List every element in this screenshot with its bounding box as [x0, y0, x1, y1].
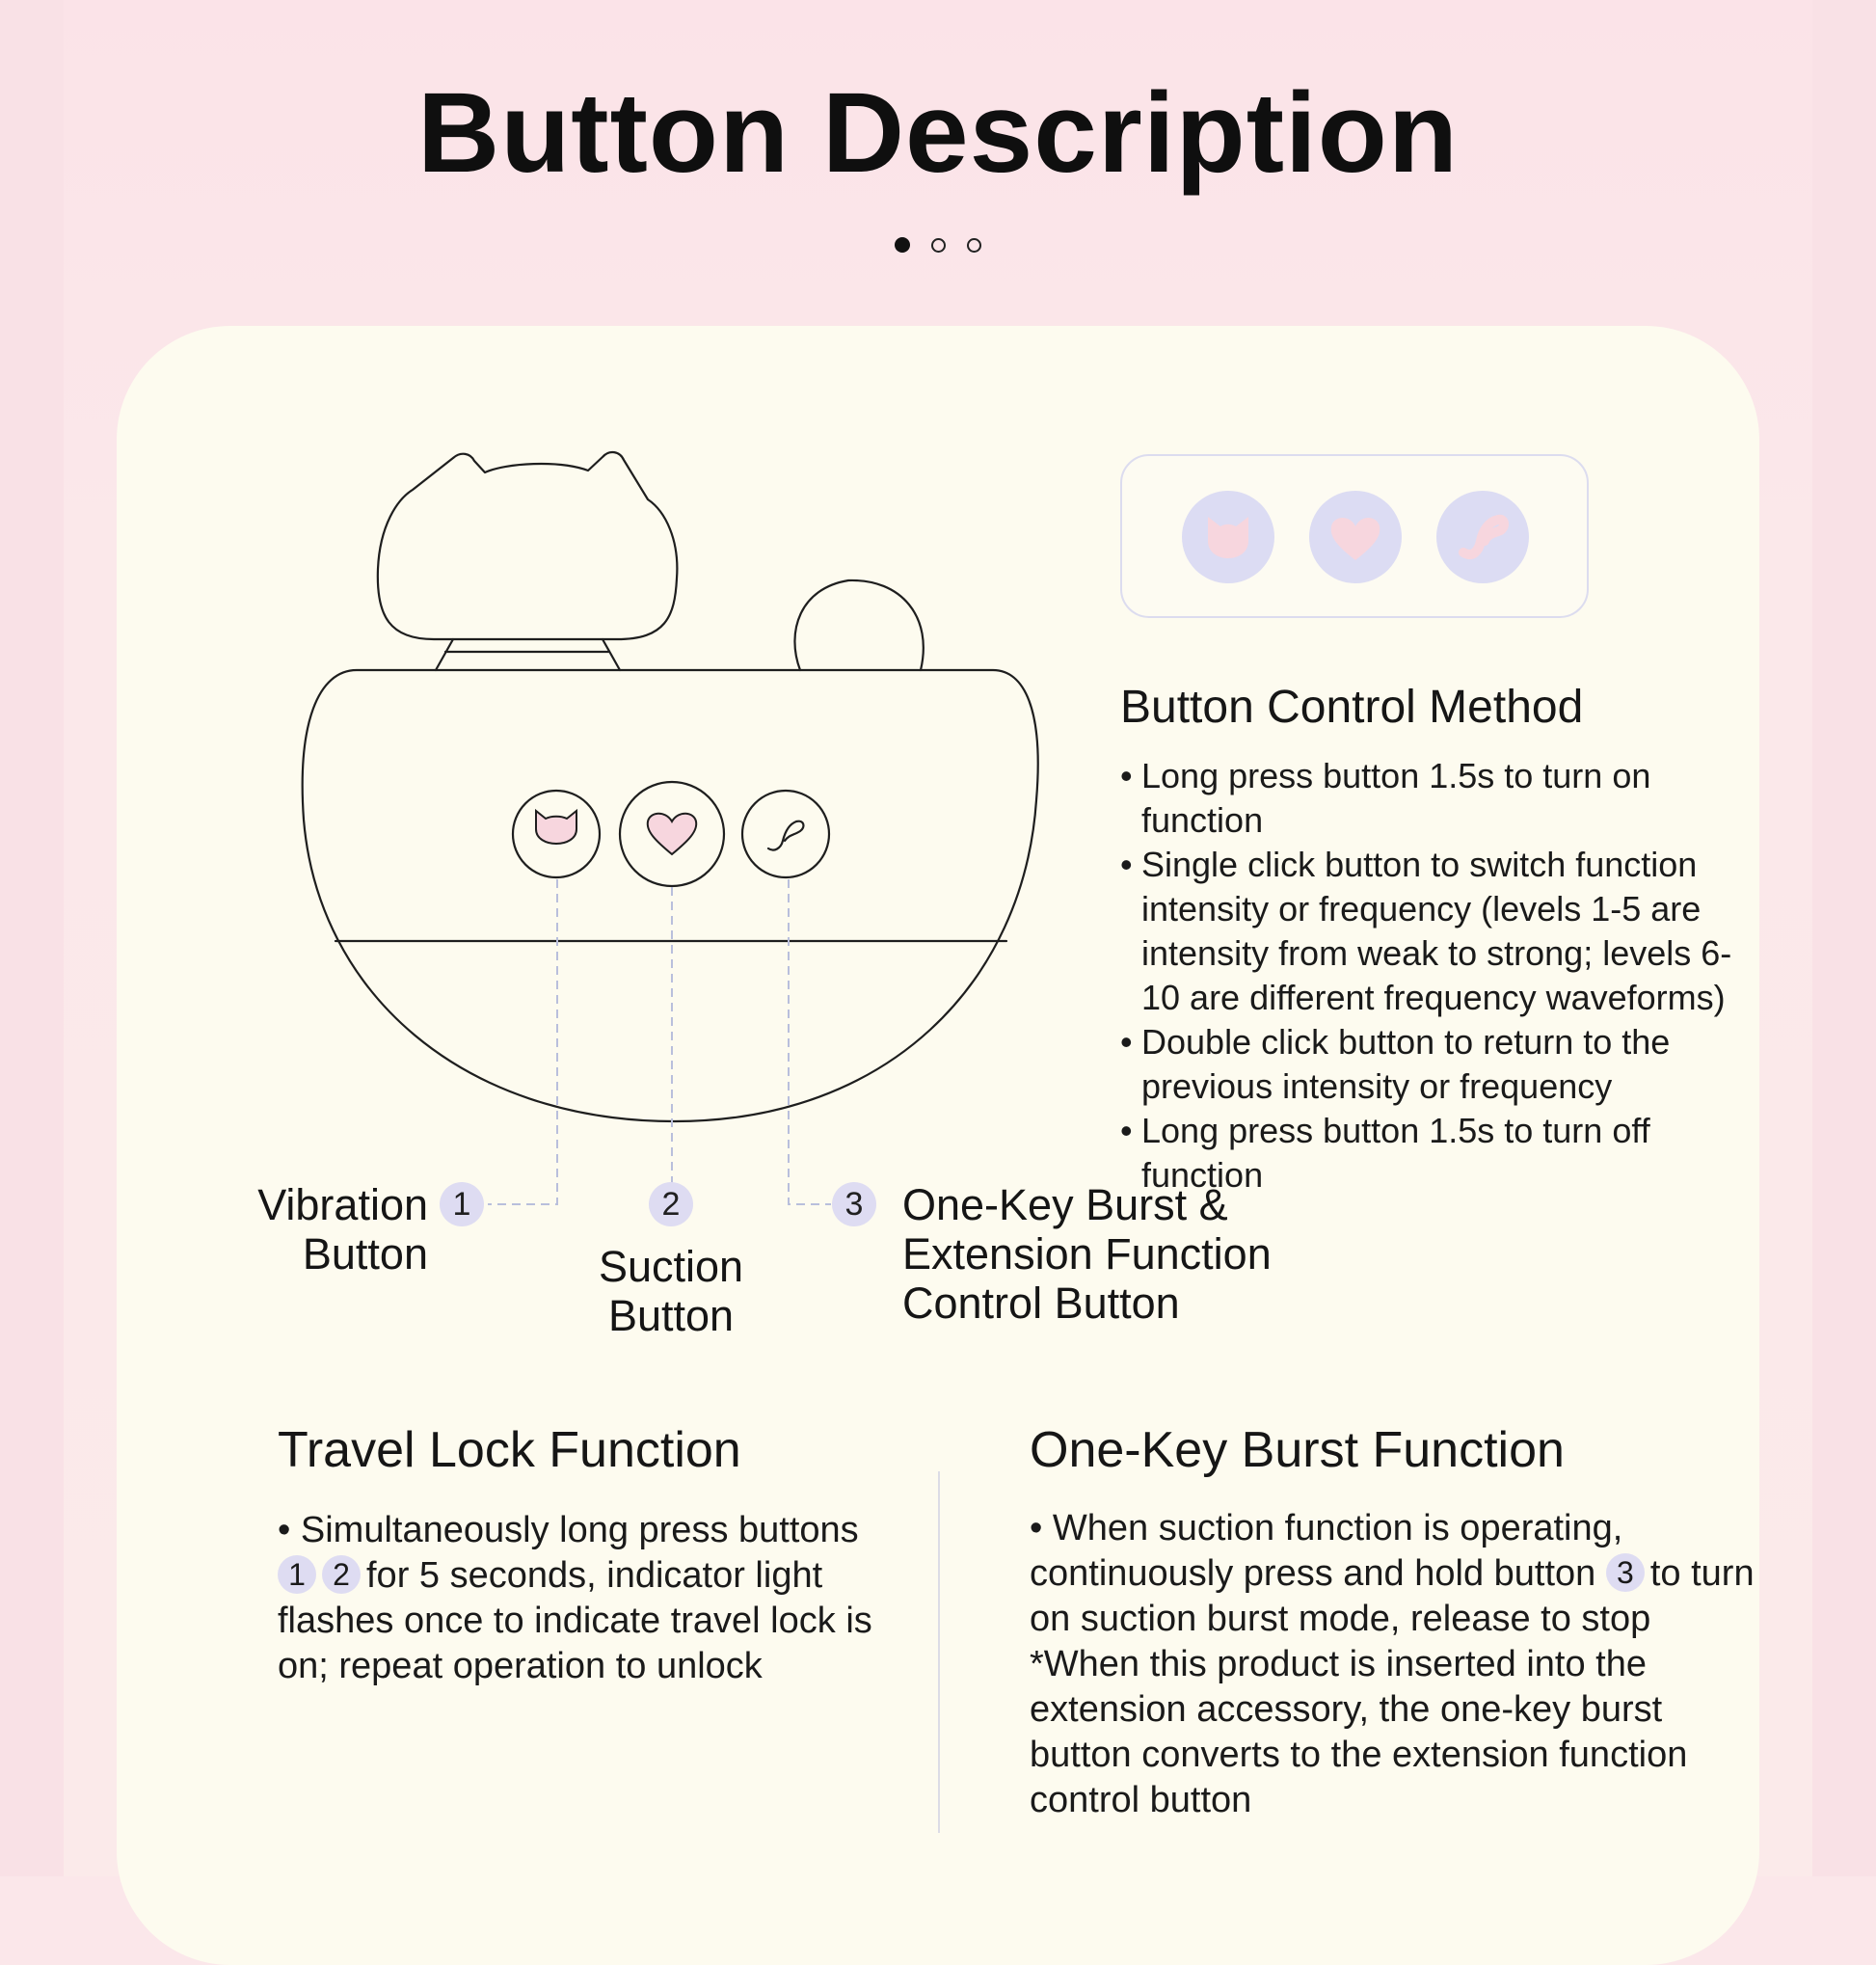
- callout-badge-3: 3: [832, 1182, 876, 1226]
- control-method-heading: Button Control Method: [1120, 682, 1584, 733]
- page-title: Button Description: [417, 69, 1459, 197]
- cat-face-icon: [536, 811, 576, 844]
- control-method-item: • Single click button to switch function intensity or frequency (levels 1-5 are intensity from weak to strong; levels 6-10 are different frequency waveforms): [1120, 843, 1755, 1020]
- callout-badge-2: 2: [649, 1182, 693, 1226]
- leader-line-1: [488, 879, 557, 1204]
- wave-icon: [768, 821, 803, 850]
- travel-lock-text: • Simultaneously long press buttons 1 2 for 5 seconds, indicator light flashes once to indicate travel lock is on; repeat operation to unlock: [278, 1510, 872, 1686]
- strip-suction-button[interactable]: [1309, 491, 1402, 583]
- inline-badge-3: 3: [1606, 1553, 1645, 1592]
- cat-neck-outline: [436, 639, 620, 670]
- travel-lock-heading: Travel Lock Function: [278, 1422, 741, 1478]
- inline-badge-1: 1: [278, 1555, 316, 1594]
- leader-line-3: [789, 879, 831, 1204]
- heart-icon: [1309, 491, 1402, 583]
- callout-suction-label: Suction Button: [598, 1242, 744, 1340]
- control-method-item: • Double click button to return to the previous intensity or frequency: [1120, 1020, 1755, 1109]
- ball-outline: [794, 580, 923, 670]
- cat-face-icon: [1182, 491, 1274, 583]
- burst-heading: One-Key Burst Function: [1030, 1422, 1565, 1478]
- callout-badge-1: 1: [440, 1182, 484, 1226]
- inline-badge-2: 2: [322, 1555, 361, 1594]
- control-method-list: [1120, 754, 1755, 1198]
- burst-text: • When suction function is operating, continuously press and hold button 3 to turn on suction burst mode, release to stop *When this product is inserted into the extension accessory, the one-key burst button converts to the extension function control button: [1030, 1508, 1755, 1820]
- control-method-item: • Long press button 1.5s to turn on function: [1120, 754, 1755, 843]
- strip-vibration-button[interactable]: [1182, 491, 1274, 583]
- heart-icon: [648, 814, 697, 854]
- control-method-item: • Long press button 1.5s to turn off function: [1120, 1109, 1755, 1198]
- callout-vibration-label: Vibration Button: [257, 1180, 428, 1279]
- wave-icon: [1436, 491, 1529, 583]
- callout-burst-label: One-Key Burst & Extension Function Control Button: [902, 1180, 1272, 1328]
- section-divider: [938, 1471, 940, 1833]
- button-icon-strip: [1120, 454, 1589, 618]
- cat-head-outline: [378, 452, 678, 639]
- device-body-outline: [303, 670, 1038, 1121]
- strip-burst-button[interactable]: [1436, 491, 1529, 583]
